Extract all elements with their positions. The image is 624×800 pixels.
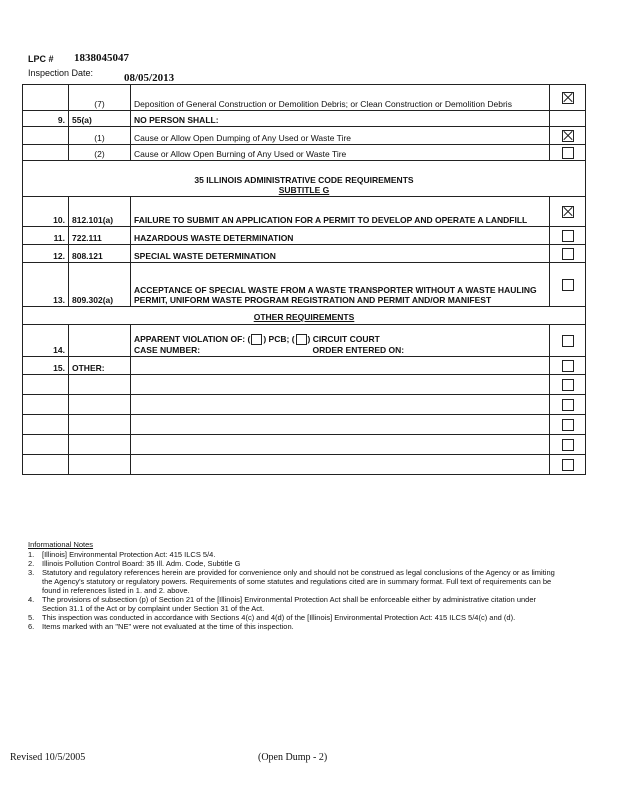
checkbox[interactable] bbox=[562, 419, 574, 431]
table-row bbox=[23, 455, 586, 475]
row-text: HAZARDOUS WASTE DETERMINATION bbox=[131, 227, 550, 245]
checkbox[interactable] bbox=[296, 334, 307, 345]
section-header bbox=[23, 161, 586, 197]
row-sub-number: (7) bbox=[69, 85, 131, 111]
note-item bbox=[28, 595, 558, 613]
table-row bbox=[23, 375, 586, 395]
table-row bbox=[23, 85, 586, 111]
table-row bbox=[23, 197, 586, 227]
table-row bbox=[23, 325, 586, 357]
inspection-date-label: Inspection Date: bbox=[28, 68, 94, 78]
checkbox-checked[interactable] bbox=[562, 92, 574, 104]
note-text: This inspection was conducted in accordance with Sections 4(c) and 4(d) of the [Illinois] Environmental Protection Act: 415 ILCS 5/4(c) and (d). bbox=[42, 613, 516, 622]
row-text: Deposition of General Construction or Demolition Debris; or Clean Construction or Demolition Debris bbox=[131, 85, 550, 111]
note-number: 4. bbox=[28, 595, 35, 604]
lpc-label: LPC # bbox=[28, 54, 54, 64]
note-item bbox=[28, 613, 558, 622]
checkbox[interactable] bbox=[562, 147, 574, 159]
row-citation: 55(a) bbox=[69, 111, 131, 127]
row-text: Cause or Allow Open Burning of Any Used or Waste Tire bbox=[131, 145, 550, 161]
checkbox[interactable] bbox=[562, 279, 574, 291]
row-citation: 722.111 bbox=[69, 227, 131, 245]
checkbox-checked[interactable] bbox=[562, 206, 574, 218]
note-number: 6. bbox=[28, 622, 35, 631]
table-row bbox=[23, 435, 586, 455]
checkbox[interactable] bbox=[251, 334, 262, 345]
note-text: Illinois Pollution Control Board: 35 Ill. Adm. Code, Subtitle G bbox=[42, 559, 241, 568]
requirements-table bbox=[22, 84, 586, 475]
note-item bbox=[28, 550, 558, 559]
note-number: 5. bbox=[28, 613, 35, 622]
row-citation: 808.121 bbox=[69, 245, 131, 263]
table-row bbox=[23, 145, 586, 161]
row-number: 15. bbox=[23, 357, 69, 375]
row-number: 12. bbox=[23, 245, 69, 263]
row-text: Cause or Allow Open Dumping of Any Used or Waste Tire bbox=[131, 127, 550, 145]
table-row bbox=[23, 263, 586, 307]
revised-date: Revised 10/5/2005 bbox=[10, 752, 86, 763]
row-number: 14. bbox=[23, 325, 69, 357]
row-text: NO PERSON SHALL: bbox=[131, 111, 550, 127]
court-label: CIRCUIT COURT bbox=[312, 333, 380, 344]
violation-line: APPARENT VIOLATION OF: ( ) PCB; ( ) CIRCUIT COURT bbox=[134, 333, 380, 344]
row-number: 10. bbox=[23, 197, 69, 227]
pcb-label: PCB; bbox=[268, 333, 290, 344]
section-subtitle: SUBTITLE G bbox=[278, 185, 330, 195]
lpc-number: 1838045047 bbox=[74, 52, 129, 64]
row-text: FAILURE TO SUBMIT AN APPLICATION FOR A PERMIT TO DEVELOP AND OPERATE A LANDFILL bbox=[131, 197, 550, 227]
note-item bbox=[28, 622, 558, 631]
note-item bbox=[28, 568, 558, 595]
table-row bbox=[23, 111, 586, 127]
note-number: 2. bbox=[28, 559, 35, 568]
table-row bbox=[23, 127, 586, 145]
table-row bbox=[23, 415, 586, 435]
section-title: OTHER REQUIREMENTS bbox=[253, 312, 355, 322]
row-number: 11. bbox=[23, 227, 69, 245]
note-text: The provisions of subsection (p) of Section 21 of the [Illinois] Environmental Protection Act shall be enforceable either by administrative citation under Section 31.1 of the Act or by complaint under Section 31 of the Act. bbox=[42, 595, 537, 613]
inspection-date: 08/05/2013 bbox=[124, 72, 175, 84]
table-row bbox=[23, 357, 586, 375]
case-number-label: CASE NUMBER: bbox=[134, 345, 201, 355]
checkbox[interactable] bbox=[562, 439, 574, 451]
row-sub-number: (1) bbox=[69, 127, 131, 145]
row-citation: 809.302(a) bbox=[69, 263, 131, 307]
table-row bbox=[23, 227, 586, 245]
row-number: 13. bbox=[23, 263, 69, 307]
note-text: Statutory and regulatory references herein are provided for convenience only and should not be construed as legal conclusions of the Agency or as limiting the Agency's statutory or regulatory powers. Requirements of some statutes and regulations cited are in summary format. Full text of requirements can be found in references listed in 1. and 2. above. bbox=[42, 568, 555, 595]
row-citation: OTHER: bbox=[69, 357, 131, 375]
checkbox[interactable] bbox=[562, 379, 574, 391]
violation-label: APPARENT VIOLATION OF: bbox=[134, 333, 246, 344]
order-entered-label: ORDER ENTERED ON: bbox=[312, 345, 405, 355]
row-sub-number: (2) bbox=[69, 145, 131, 161]
notes-title: Informational Notes bbox=[28, 540, 94, 549]
informational-notes bbox=[28, 540, 558, 631]
row-text: SPECIAL WASTE DETERMINATION bbox=[131, 245, 550, 263]
note-text: [Illinois] Environmental Protection Act: 415 ILCS 5/4. bbox=[42, 550, 216, 559]
checkbox[interactable] bbox=[562, 248, 574, 260]
page-label: (Open Dump - 2) bbox=[258, 752, 328, 763]
checkbox[interactable] bbox=[562, 230, 574, 242]
section-title: 35 ILLINOIS ADMINISTRATIVE CODE REQUIREMENTS bbox=[194, 175, 414, 185]
checkbox[interactable] bbox=[562, 360, 574, 372]
note-text: Items marked with an "NE" were not evaluated at the time of this inspection. bbox=[42, 622, 294, 631]
section-header bbox=[23, 307, 586, 325]
row-text: ACCEPTANCE OF SPECIAL WASTE FROM A WASTE TRANSPORTER WITHOUT A WASTE HAULING PERMIT, UNIFORM WASTE PROGRAM REGISTRATION AND PERMIT AND/OR MANIFEST bbox=[131, 263, 550, 307]
table-row bbox=[23, 245, 586, 263]
note-number: 3. bbox=[28, 568, 35, 577]
case-line bbox=[134, 345, 546, 355]
checkbox[interactable] bbox=[562, 399, 574, 411]
checkbox-checked[interactable] bbox=[562, 130, 574, 142]
note-item bbox=[28, 559, 558, 568]
notes-list bbox=[28, 550, 558, 631]
note-number: 1. bbox=[28, 550, 35, 559]
row-citation: 812.101(a) bbox=[69, 197, 131, 227]
checkbox[interactable] bbox=[562, 335, 574, 347]
row-number: 9. bbox=[23, 111, 69, 127]
checkbox[interactable] bbox=[562, 459, 574, 471]
table-row bbox=[23, 395, 586, 415]
